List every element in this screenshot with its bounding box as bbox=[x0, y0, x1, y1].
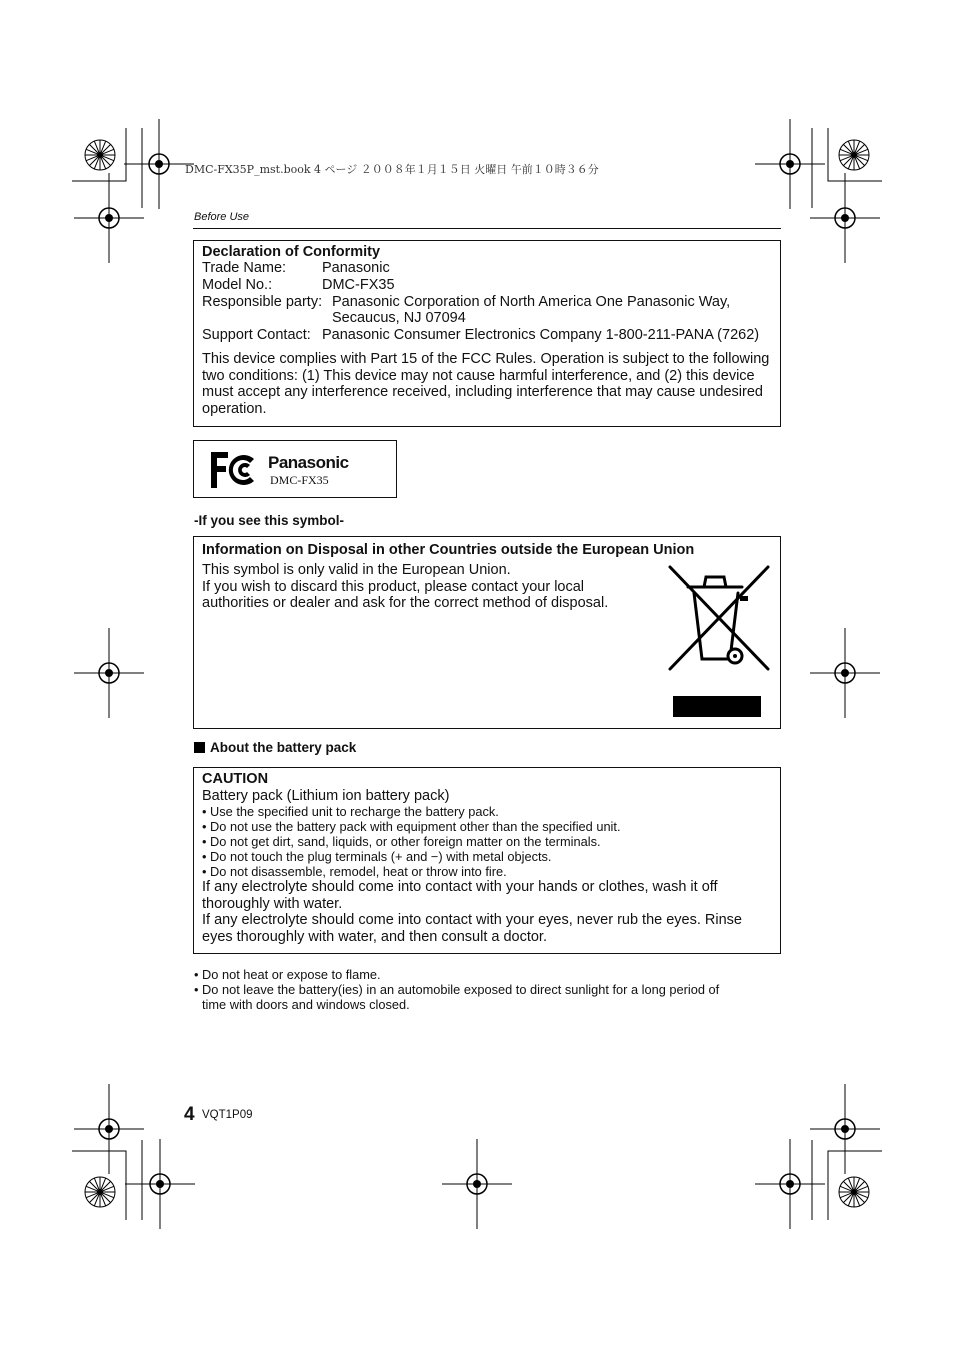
battery-heading: About the battery pack bbox=[210, 740, 357, 755]
caution-line: If any electrolyte should come into contact with your eyes, never rub the eyes. Rinse bbox=[202, 912, 742, 928]
square-bullet-icon bbox=[194, 742, 205, 753]
caution-line: eyes thoroughly with water, and then consult a doctor. bbox=[202, 929, 547, 945]
model-label: Model No.: bbox=[202, 277, 273, 293]
page-number: 4 bbox=[184, 1104, 195, 1125]
section-label: Before Use bbox=[194, 211, 250, 223]
caution-box bbox=[193, 767, 781, 954]
disposal-line: authorities or dealer and ask for the correct method of disposal. bbox=[202, 595, 609, 611]
crossed-out-bin-icon bbox=[664, 563, 774, 675]
caution-bullet: • Use the specified unit to recharge the battery pack. bbox=[202, 804, 499, 819]
trade-name-value: Panasonic bbox=[322, 260, 390, 276]
declaration-title: Declaration of Conformity bbox=[202, 244, 381, 260]
disposal-line: If you wish to discard this product, please contact your local bbox=[202, 579, 585, 595]
fcc-statement-line: must accept any interference received, including interference that may cause undesired bbox=[202, 384, 763, 400]
fcc-model: DMC-FX35 bbox=[270, 473, 329, 487]
fcc-logo-box bbox=[193, 440, 397, 498]
caution-line: If any electrolyte should come into contact with your hands or clothes, wash it off bbox=[202, 879, 718, 895]
note-item: • Do not heat or expose to flame. bbox=[194, 967, 381, 982]
fcc-statement-line: operation. bbox=[202, 401, 267, 417]
note-item-continued: time with doors and windows closed. bbox=[202, 997, 410, 1012]
caution-bullet: • Do not disassemble, remodel, heat or throw into fire. bbox=[202, 864, 507, 879]
responsible-party-label: Responsible party: bbox=[202, 294, 323, 310]
fcc-statement-line: two conditions: (1) This device may not cause harmful interference, and (2) this device bbox=[202, 368, 755, 384]
caution-bullet: • Do not use the battery pack with equipment other than the specified unit. bbox=[202, 819, 621, 834]
disposal-title: Information on Disposal in other Countries outside the European Union bbox=[202, 542, 695, 558]
fcc-logo-icon bbox=[210, 451, 260, 489]
trade-name-label: Trade Name: bbox=[202, 260, 287, 276]
responsible-party-line2: Secaucus, NJ 07094 bbox=[332, 310, 466, 326]
header-rule bbox=[193, 228, 781, 229]
caution-line: thoroughly with water. bbox=[202, 896, 343, 912]
responsible-party-line1: Panasonic Corporation of North America One Panasonic Way, bbox=[332, 294, 731, 310]
caution-subtitle: Battery pack (Lithium ion battery pack) bbox=[202, 788, 450, 804]
caution-bullet: • Do not get dirt, sand, liquids, or other foreign matter on the terminals. bbox=[202, 834, 601, 849]
note-item: • Do not leave the battery(ies) in an automobile exposed to direct sunlight for a long period of bbox=[194, 982, 720, 997]
caution-bullet: • Do not touch the plug terminals (+ and −) with metal objects. bbox=[202, 849, 552, 864]
caution-title: CAUTION bbox=[202, 771, 269, 787]
fcc-brand: Panasonic bbox=[268, 453, 349, 472]
support-contact-label: Support Contact: bbox=[202, 327, 311, 343]
symbol-heading: -If you see this symbol- bbox=[194, 513, 345, 528]
disposal-black-bar bbox=[673, 696, 761, 717]
disposal-line: This symbol is only valid in the European Union. bbox=[202, 562, 511, 578]
print-info-line: DMC-FX35P_mst.book 4 ページ ２００８年１月１５日 火曜日 午前１０時３６分 bbox=[185, 163, 599, 176]
support-contact-value: Panasonic Consumer Electronics Company 1-800-211-PANA (7262) bbox=[322, 327, 760, 343]
declaration-box bbox=[193, 240, 781, 427]
model-value: DMC-FX35 bbox=[322, 277, 395, 293]
fcc-statement-line: This device complies with Part 15 of the FCC Rules. Operation is subject to the following bbox=[202, 351, 770, 367]
model-code: VQT1P09 bbox=[202, 1109, 253, 1121]
